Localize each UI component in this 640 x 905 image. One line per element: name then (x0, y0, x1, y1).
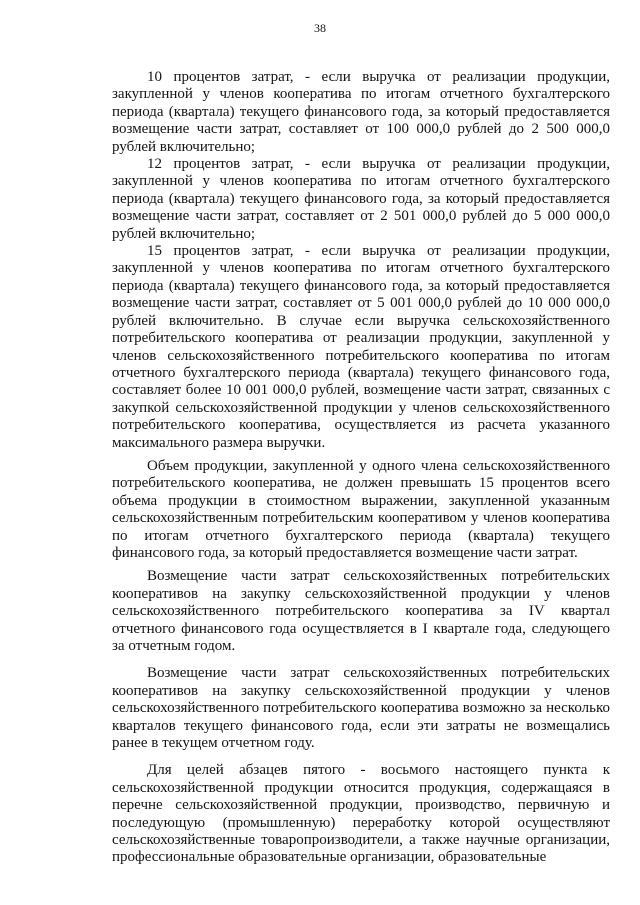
paragraph-10-percent: 10 процентов затрат, - если выручка от реализации продукции, закупленной у членов кооператива по итогам отчетного бухгалтерского периода (квартала) текущего финансового года, за который предоставляется возмещение части затрат, составляет от 100 000,0 рублей до 2 500 000,0 рублей включительно; (112, 69, 610, 155)
paragraph-product-volume: Объем продукции, закупленной у одного члена сельскохозяйственного потребительского кооператива, не должен превышать 15 процентов всего объема продукции в стоимостном выражении, закупленной указанным сельскохозяйственным потребительским кооперативом у членов кооператива по итогам отчетного бухгалтерского периода (квартала) текущего финансового года, за который предоставляется возмещение части затрат. (112, 457, 610, 561)
paragraph-multi-quarter: Возмещение части затрат сельскохозяйственных потребительских кооперативов на закупку сельскохозяйственной продукции у членов сельскохозяйственного потребительского кооператива возможно за несколько кварталов текущего финансового года, если эти затраты не возмещались ранее в текущем отчетном году. (112, 665, 610, 752)
paragraph-15-percent: 15 процентов затрат, - если выручка от реализации продукции, закупленной у членов кооператива по итогам отчетного бухгалтерского периода (квартала) текущего финансового года, за который предоставляется возмещение части затрат, составляет от 5 001 000,0 рублей до 10 000 000,0 рублей включительно. В случае если выручка сельскохозяйственного потребительского кооператива от реализации продукции, закупленной у членов сельскохозяйственного потребительского кооператива по итогам отчетного бухгалтерского периода (квартала) текущего финансового года, составляет более 10 001 000,0 рублей, возмещение части затрат, связанных с закупкой сельскохозяйственной продукции у членов сельскохозяйственного потребительского кооператива, осуществляется из расчета указанного максимального размера выручки. (112, 243, 610, 451)
paragraph-12-percent: 12 процентов затрат, - если выручка от реализации продукции, закупленной у членов кооператива по итогам отчетного бухгалтерского периода (квартала) текущего финансового года, за который предоставляется возмещение части затрат, составляет от 2 501 000,0 рублей до 5 000 000,0 рублей включительно; (112, 156, 610, 242)
page-number: 38 (314, 21, 326, 35)
document-body (112, 69, 610, 867)
paragraph-definitions: Для целей абзацев пятого - восьмого настоящего пункта к сельскохозяйственной продукции относится продукция, содержащаяся в перечне сельскохозяйственной продукции, производство, первичную и последующую (промышленную) переработку которой осуществляют сельскохозяйственные товаропроизводители, а также научные организации, профессиональные образовательные организации, образовательные (112, 762, 610, 866)
paragraph-q4-compensation: Возмещение части затрат сельскохозяйственных потребительских кооперативов на закупку сельскохозяйственной продукции у членов сельскохозяйственного потребительского кооператива за IV квартал отчетного финансового года осуществляется в I квартале года, следующего за отчетным годом. (112, 568, 610, 654)
